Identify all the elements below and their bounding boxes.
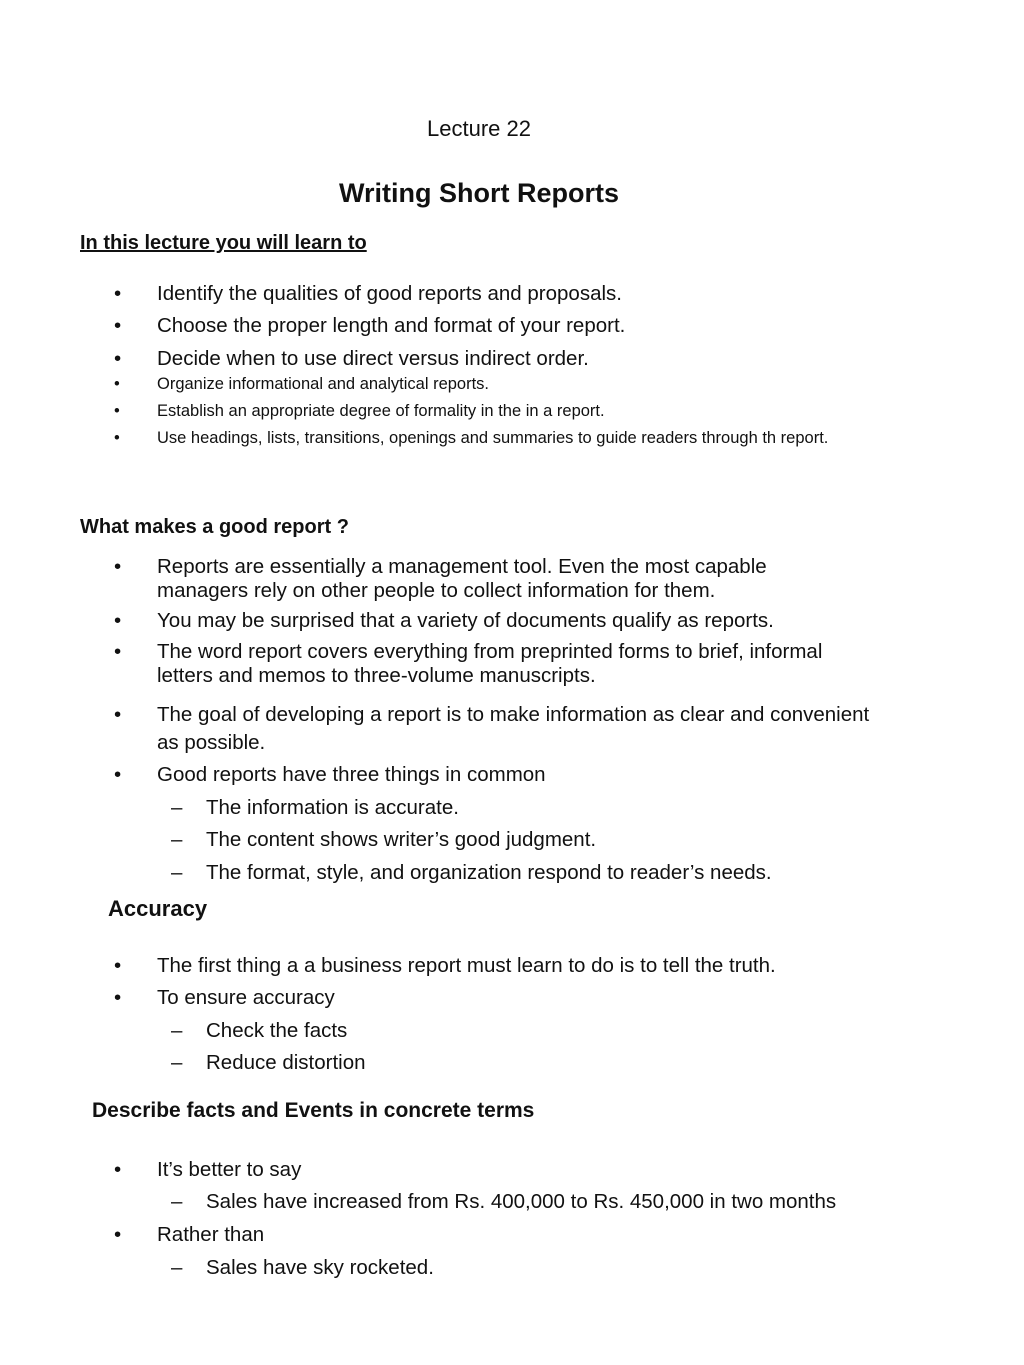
bullet-icon: • [114,375,120,393]
accuracy-item: To ensure accuracy [157,986,335,1009]
good-report-item-line: Reports are essentially a management tool. Even the most capable [157,555,767,578]
good-report-item-line: The word report covers everything from preprinted forms to brief, informal [157,640,823,663]
good-report-item-line: The goal of developing a report is to make information as clear and convenient [157,703,870,726]
bullet-icon: • [114,347,122,370]
good-report-heading: What makes a good report ? [80,516,349,538]
dash-icon: – [171,1019,183,1042]
dash-icon: – [171,828,183,851]
good-report-sub-item: The information is accurate. [206,796,459,819]
accuracy-sub-item: Reduce distortion [206,1051,366,1074]
learn-heading: In this lecture you will learn to [80,232,367,254]
bullet-icon: • [114,954,122,977]
accuracy-heading: Accuracy [108,896,208,921]
bullet-icon: • [114,314,122,337]
bullet-icon: • [114,763,122,786]
describe-item: It’s better to say [157,1158,302,1181]
describe-heading: Describe facts and Events in concrete terms [92,1099,535,1122]
learn-item: Organize informational and analytical reports. [157,375,490,393]
page-title: Writing Short Reports [339,178,619,208]
bullet-icon: • [114,1158,122,1181]
accuracy-item: The first thing a a business report must learn to do is to tell the truth. [157,954,776,977]
dash-icon: – [171,861,183,884]
describe-sub-item: Sales have increased from Rs. 400,000 to Rs. 450,000 in two months [206,1190,837,1213]
bullet-icon: • [114,640,122,663]
learn-item: Use headings, lists, transitions, openings and summaries to guide readers through th report. [157,429,829,447]
bullet-icon: • [114,703,122,726]
bullet-icon: • [114,402,120,420]
learn-item: Choose the proper length and format of your report. [157,314,626,337]
bullet-icon: • [114,1223,122,1246]
learn-item: Identify the qualities of good reports and proposals. [157,282,622,305]
lecture-label: Lecture 22 [427,116,531,141]
good-report-item-line: managers rely on other people to collect information for them. [157,579,716,602]
bullet-icon: • [114,609,122,632]
learn-item: Establish an appropriate degree of formality in the in a report. [157,402,605,420]
accuracy-sub-item: Check the facts [206,1019,348,1042]
bullet-icon: • [114,555,122,578]
dash-icon: – [171,796,183,819]
bullet-icon: • [114,986,122,1009]
learn-item: Decide when to use direct versus indirect order. [157,347,589,370]
dash-icon: – [171,1051,183,1074]
good-report-item-line: as possible. [157,731,266,754]
good-report-item-line: You may be surprised that a variety of documents qualify as reports. [157,609,774,632]
describe-item: Rather than [157,1223,265,1246]
bullet-icon: • [114,282,122,305]
bullet-icon: • [114,429,120,447]
dash-icon: – [171,1190,183,1213]
good-report-sub-item: The format, style, and organization respond to reader’s needs. [206,861,772,884]
good-report-item-line: letters and memos to three-volume manuscripts. [157,664,596,687]
describe-sub-item: Sales have sky rocketed. [206,1256,434,1279]
good-report-item-line: Good reports have three things in common [157,763,546,786]
dash-icon: – [171,1256,183,1279]
good-report-sub-item: The content shows writer’s good judgment. [206,828,597,851]
